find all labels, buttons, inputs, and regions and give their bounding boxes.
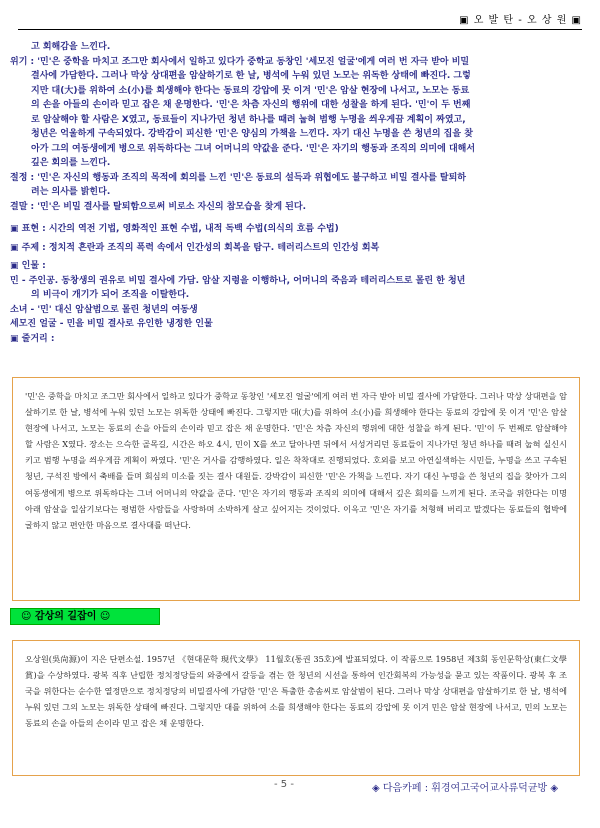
summary-box	[12, 377, 580, 601]
header-rule	[18, 29, 582, 30]
guide-box	[12, 640, 580, 776]
character-min-0: 민 - 주인공. 동창생의 권유로 비밀 결사에 가담. 암살 지령을 이행하나, 어머니의 죽음과 테러리스트로 몰린 한 청년	[10, 275, 466, 286]
rising-line-2: 지만 대(大)를 위하여 소(小)를 희생해야 한다는 동료의 강압에 못 이겨 '민'은 암살 현장에 나서고, 노모는 동료	[31, 85, 470, 96]
plot-line-0: 고 회해감을 느낀다.	[31, 42, 111, 52]
rising-line-0: 위기 : '민'은 중학을 마치고 조그만 회사에서 일하고 있다가 중학교 동창인 '세모진 얼굴'에게 여러 번 자극 받아 비밀	[10, 56, 470, 67]
theme-line: ▣ 주제 : 정치적 흔란과 조직의 폭력 속에서 인간성의 회복을 탐구. 테러리스트의 인간성 회복	[10, 242, 380, 253]
character-face: 세모진 얼굴 - 민을 비밀 결사로 유인한 냉정한 인물	[10, 319, 213, 329]
climax-line-0: 절정 : '민'은 자신의 행동과 조직의 목적에 회의를 느낀 '민'은 동료의 설득과 위협에도 불구하고 비밀 결사를 탈퇴하	[10, 172, 466, 183]
summary-label: ▣ 줄거리 :	[10, 333, 55, 344]
guide-heading: ☺ 감상의 길잡이 ☺	[10, 608, 160, 625]
page-header	[18, 10, 582, 32]
guide-text: 오상원(吳尙源)이 지은 단편소설. 1957년 《현대문학 現代文學》 11월호(통권 35호)에 발표되었다. 이 작품으로 1958년 제3회 동인문학상(東仁文學賞)을 수상하였다. 광복 직후 난립한 정치정당들의 와중에서 갈등을 겪는 한 청년의 시선을 통하여 인간회복의 가능성을 묻고 있는 작품이다. 광복 후 조국을 위한다는 순수한 열정만으로 정치정당의 비밀결사에 가담한 '민'은 특출한 총솜씨로 암살범이 된다. 그러나 막상 상대편을 암살하기로 한 날, 병석에 누워 있던 그의 노모는 위독한 상태에 빠진다. 그렇지만 대를 위하여 소를 희생해야 한다는 동료의 강압에 못 이겨 민은 암살 현장에 나서고, 민의 노모는 동료의 손을 아들의 손이라 믿고 잡은 채 운명한다.	[25, 654, 567, 729]
expression-line: ▣ 표현 : 시간의 역전 기법, 영화적인 표현 수법, 내적 독백 수법(의식의 흐름 수법)	[10, 224, 339, 234]
page-footer	[0, 776, 600, 796]
character-min-1: 의 비극이 개기가 되어 조직을 이탈한다.	[31, 290, 190, 300]
rising-line-3: 의 손을 아들의 손이라 믿고 잡은 채 운명한다. '민'은 차츰 자신의 행위에 대한 성찰을 하게 된다. '민'이 두 번째	[31, 100, 471, 110]
ending-line: 결말 : '민'은 비밀 결사를 탈퇴함으로써 비로소 자신의 참모습을 찾게 된다.	[10, 201, 306, 212]
rising-line-5: 청년은 억울하게 구속되었다. 강박감이 피신한 '민'은 양심의 가책을 느낀다. 자기 대신 누명을 쓴 청년의 집을 찾	[31, 129, 473, 139]
plot-section	[10, 40, 584, 346]
rising-line-1: 결사에 가담한다. 그러나 막상 상대편을 암살하기로 한 날, 병석에 누워 있던 노모는 위독한 상태에 빠진다. 그렇	[31, 71, 471, 81]
characters-label: ▣ 인물 :	[10, 261, 46, 271]
rising-line-4: 로 암살해야 할 사람은 X였고, 동료들이 지나가던 청년 하나를 때려 눕혀 범행 누명을 씌우게끔 계획이 짜였고,	[31, 114, 466, 125]
rising-line-6: 아가 그의 여동생에게 병으로 위독하다는 그녀 어머니의 약값을 준다. '민'은 자기의 행동과 조직의 의미에 대해서	[31, 143, 476, 154]
cafe-credit: ◈ 다음카페 : 휘경여고국어교사류덕균방 ◈	[372, 783, 559, 794]
character-girl: 소녀 - '민' 대신 암살범으로 몰린 청년의 여동생	[10, 304, 198, 315]
climax-line-1: 려는 의사를 밝힌다.	[31, 187, 111, 197]
summary-text: '민'은 중학을 마치고 조그만 회사에서 일하고 있다가 중학교 동창인 '세모진 얼굴'에게 여러 번 자극 받아 비밀 결사에 가담한다. 그러나 막상 상대편을 암살하기로 한 날, 병석에 누워 있던 노모는 위독한 상태에 빠진다. 그렇지만 대(大)를 위하여 소(小)를 희생해야 한다는 동료의 강압에 못 이겨 '민'은 암살 현장에 나서고, 노모는 동료의 손을 아들의 손이라 믿고 잡은 채 운명한다. '민'은 차츰 자신의 행위에 대한 성찰을 하게 된다. '민'이 두 번째로 암살해야 할 사람은 X였다. 장소는 으슥한 골목길, 시간은 하오 4시, 민이 X를 쏘고 달아나면 뒤에서 서성거리던 동료들이 지나가던 청년 하나를 때려 눕혀 실신시키고 범행 누명을 씌우게끔 계획이 짜였다. '민'은 거사를 감행하였다. 일은 착착대로 진행되었다. 호외를 보고 아연실색하는 시민들, 누명을 쓰고 구속된 청년, 구석진 방에서 축배를 들며 회심의 미소를 짓는 결사 대원들. 강박감이 피신한 '민'은 가책을 느낀다. 자기 대신 누명을 쓴 청년의 집을 찾아가 그의 여동생에게 병으로 위독하다는 그녀 어머니의 약값을 준다. '민'은 자기의 행동과 조직의 의미에 대해서 깊은 회의를 느끼게 된다. 조국을 위한다는 미명 아래 암살을 일삼기보다는 평범한 사람들을 사랑하며 소박하게 살고 싶어지는 것이었다. 이윽고 '민'은 자기를 처형해 버리고 말겠다는 동료들의 협박에 굴하지 않고 편안한 마음으로 결사대를 떠난다.	[25, 391, 567, 530]
header-title: ▣ 오 발 탄 - 오 상 원 ▣	[459, 15, 582, 26]
rising-line-7: 깊은 회의를 느낀다.	[31, 158, 111, 168]
page-number: - 5 -	[274, 779, 294, 790]
